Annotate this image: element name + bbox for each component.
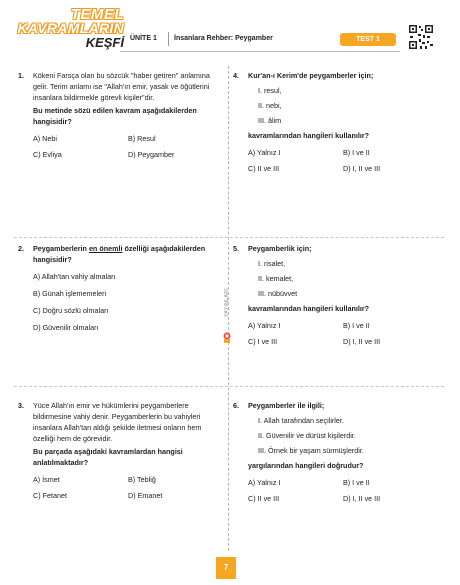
question-prompt — [33, 243, 221, 265]
question-prompt: Bu metinde sözü edilen kavram aşağıdakilerden hangisidir? — [33, 106, 197, 126]
option-c[interactable]: C) II ve III — [248, 164, 280, 173]
logo-line-1: TEMEL — [70, 6, 124, 23]
option-c[interactable]: C) I ve III — [248, 337, 278, 346]
question-prompt: Peygamberlik için; — [248, 244, 312, 253]
qr-code-icon[interactable] — [408, 24, 434, 50]
statement-3: III. nübüvvet — [258, 289, 298, 298]
option-d[interactable]: D) Güvenilir olmaları — [33, 323, 99, 332]
option-b[interactable]: B) I ve II — [343, 148, 370, 157]
answer-options — [33, 133, 221, 160]
option-d[interactable]: D) Emanet — [128, 491, 163, 500]
publisher-brand — [221, 288, 233, 348]
answer-options — [248, 320, 443, 347]
logo-line-3: KEŞFİ — [85, 35, 124, 50]
option-a[interactable]: A) Yalnız I — [248, 148, 281, 157]
statement-3: III. Örnek bir yaşam sürmüşlerdir. — [258, 446, 364, 455]
prompt-part-1: Peygamberlerin — [33, 244, 89, 253]
question-1 — [18, 70, 221, 160]
question-prompt: Peygamberler ile ilgili; — [248, 401, 325, 410]
publisher-name: YAYINLARI — [224, 288, 230, 317]
option-d[interactable]: D) I, II ve III — [343, 164, 381, 173]
option-c[interactable]: C) II ve III — [248, 494, 280, 503]
statement-1: I. Allah tarafından seçilirler. — [258, 416, 344, 425]
statement-2: II. Güvenilir ve dürüst kişilerdir. — [258, 431, 356, 440]
question-prompt: Kur'an-ı Kerim'de peygamberler için; — [248, 71, 374, 80]
option-b[interactable]: B) I ve II — [343, 478, 370, 487]
option-a[interactable]: A) Nebi — [33, 134, 57, 143]
question-number: 4. — [233, 71, 239, 80]
question-number: 6. — [233, 401, 239, 410]
question-ask: kavramlarından hangileri kullanılır? — [248, 131, 370, 140]
unit-label: ÜNİTE 1 — [130, 35, 157, 42]
option-b[interactable]: B) I ve II — [343, 321, 370, 330]
answer-options — [33, 271, 221, 333]
answer-options — [248, 147, 443, 174]
option-a[interactable]: A) Allah'tan vahiy almaları — [33, 272, 116, 281]
option-c[interactable]: C) Doğru sözlü olmaları — [33, 306, 109, 315]
prompt-part-2: özelliği aşağıdakilerden hangisidir? — [33, 244, 206, 264]
option-a[interactable]: A) Yalnız I — [248, 321, 281, 330]
page-number: 7 — [216, 557, 236, 579]
question-number: 3. — [18, 401, 24, 410]
row-divider-1 — [14, 237, 444, 238]
question-4 — [233, 70, 443, 174]
question-6 — [233, 400, 443, 504]
option-b[interactable]: B) Tebliğ — [128, 475, 156, 484]
question-prompt: Bu parçada aşağıdaki kavramlardan hangisi anlatılmaktadır? — [33, 447, 183, 467]
question-3 — [18, 400, 221, 501]
option-a[interactable]: A) Yalnız I — [248, 478, 281, 487]
question-stem: Kökeni Farsça olan bu sözcük "haber getiren" anlamına gelir. Terim anlamı ise "Allah'ın emir, yasak ve öğütlerini insanlara bildirmekle görevli kişiler"dir. — [33, 71, 210, 102]
statement-1: I. risalet, — [258, 259, 286, 268]
question-stem: Yüce Allah'ın emir ve hükümlerini peygamberlere bildirmesine vahiy denir. Peygamberlerin bu vahiyleri insanlara Allah'tan aldığı şekilde iletmesi onların hem özelliği hem de görevidir. — [33, 401, 202, 443]
statement-list — [248, 258, 443, 299]
statement-list — [248, 415, 443, 456]
publisher-logo-icon — [222, 332, 232, 344]
question-number: 1. — [18, 71, 24, 80]
row-divider-2 — [14, 386, 444, 387]
option-b[interactable]: B) Günah işlememeleri — [33, 289, 107, 298]
test-badge: TEST 1 — [340, 33, 396, 46]
prompt-emphasis: en önemli — [88, 244, 123, 253]
question-ask: yargılarından hangileri doğrudur? — [248, 461, 364, 470]
option-c[interactable]: C) Evliya — [33, 150, 62, 159]
question-number: 5. — [233, 244, 239, 253]
option-b[interactable]: B) Resul — [128, 134, 156, 143]
question-2 — [18, 243, 221, 339]
option-d[interactable]: D) I, II ve III — [343, 494, 381, 503]
header-divider — [168, 32, 169, 46]
question-number: 2. — [18, 244, 24, 253]
question-5 — [233, 243, 443, 347]
statement-list — [248, 85, 443, 126]
question-ask: kavramlarından hangileri kullanılır? — [248, 304, 370, 313]
statement-2: II. kemalet, — [258, 274, 294, 283]
option-c[interactable]: C) Fetanet — [33, 491, 67, 500]
option-a[interactable]: A) İsmet — [33, 475, 60, 484]
option-d[interactable]: D) Peygamber — [128, 150, 175, 159]
answer-options — [33, 474, 221, 501]
topic-title: İnsanlara Rehber: Peygamber — [174, 35, 273, 42]
header-rule — [120, 51, 400, 52]
series-logo — [10, 6, 130, 52]
statement-1: I. resul, — [258, 86, 282, 95]
answer-options — [248, 477, 443, 504]
logo-line-2: KAVRAMLARIN — [17, 20, 124, 36]
statement-2: II. nebi, — [258, 101, 282, 110]
option-d[interactable]: D) I, II ve III — [343, 337, 381, 346]
statement-3: III. âlim — [258, 116, 282, 125]
